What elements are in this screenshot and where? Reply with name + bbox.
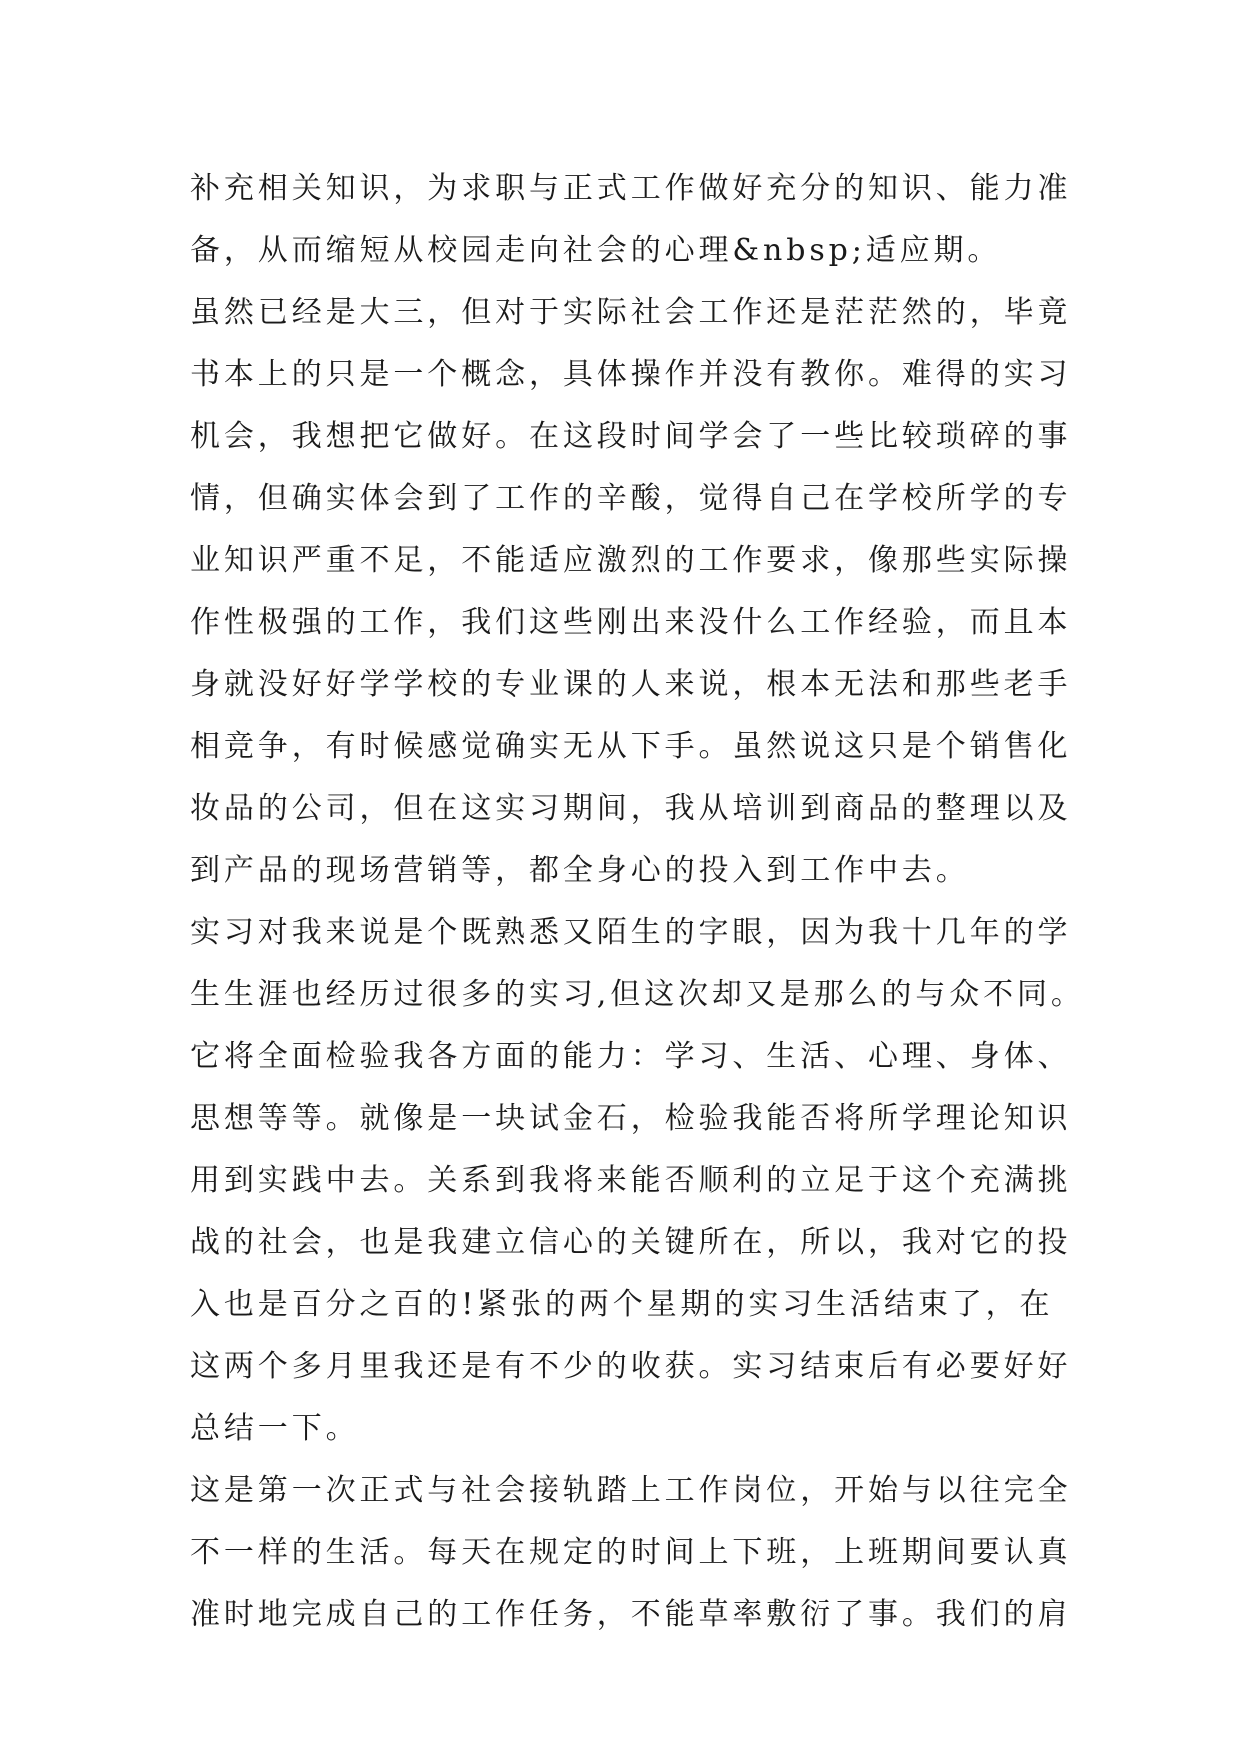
body-text — [190, 158, 1085, 1646]
text-line: 机会，我想把它做好。在这段时间学会了一些比较琐碎的事 — [190, 419, 1072, 454]
text-line: 准时地完成自己的工作任务，不能草率敷衍了事。我们的肩 — [190, 1597, 1072, 1632]
text-line: 虽然已经是大三，但对于实际社会工作还是茫茫然的，毕竟 — [190, 295, 1072, 330]
text-line: 业知识严重不足，不能适应激烈的工作要求，像那些实际操 — [190, 543, 1072, 578]
text-line: 不一样的生活。每天在规定的时间上下班，上班期间要认真 — [190, 1535, 1072, 1570]
text-line: 作性极强的工作，我们这些刚出来没什么工作经验，而且本 — [190, 605, 1072, 640]
text-line: 这两个多月里我还是有不少的收获。实习结束后有必要好好 — [190, 1349, 1072, 1384]
text-line: 书本上的只是一个概念，具体操作并没有教你。难得的实习 — [190, 357, 1072, 392]
text-line: 生生涯也经历过很多的实习,但这次却又是那么的与众不同。 — [190, 977, 1085, 1012]
text-line: 入也是百分之百的!紧张的两个星期的实习生活结束了，在 — [190, 1287, 1054, 1322]
text-line: 它将全面检验我各方面的能力：学习、生活、心理、身体、 — [190, 1039, 1072, 1074]
text-line: 补充相关知识，为求职与正式工作做好充分的知识、能力准 — [190, 171, 1072, 206]
text-line: 妆品的公司，但在这实习期间，我从培训到商品的整理以及 — [190, 791, 1072, 826]
text-line: 这是第一次正式与社会接轨踏上工作岗位，开始与以往完全 — [190, 1473, 1072, 1508]
text-line: 总结一下。 — [190, 1411, 360, 1446]
text-line: 到产品的现场营销等，都全身心的投入到工作中去。 — [190, 853, 970, 888]
text-line: 情，但确实体会到了工作的辛酸，觉得自己在学校所学的专 — [190, 481, 1072, 516]
text-line: 实习对我来说是个既熟悉又陌生的字眼，因为我十几年的学 — [190, 915, 1072, 950]
text-line: 相竞争，有时候感觉确实无从下手。虽然说这只是个销售化 — [190, 729, 1072, 764]
text-line: 战的社会，也是我建立信心的关键所在，所以，我对它的投 — [190, 1225, 1072, 1260]
text-line: 身就没好好学学校的专业课的人来说，根本无法和那些老手 — [190, 667, 1072, 702]
text-line: 思想等等。就像是一块试金石，检验我能否将所学理论知识 — [190, 1101, 1072, 1136]
text-line: 用到实践中去。关系到我将来能否顺利的立足于这个充满挑 — [190, 1163, 1072, 1198]
text-line: 备，从而缩短从校园走向社会的心理&nbsp;适应期。 — [190, 233, 1002, 268]
